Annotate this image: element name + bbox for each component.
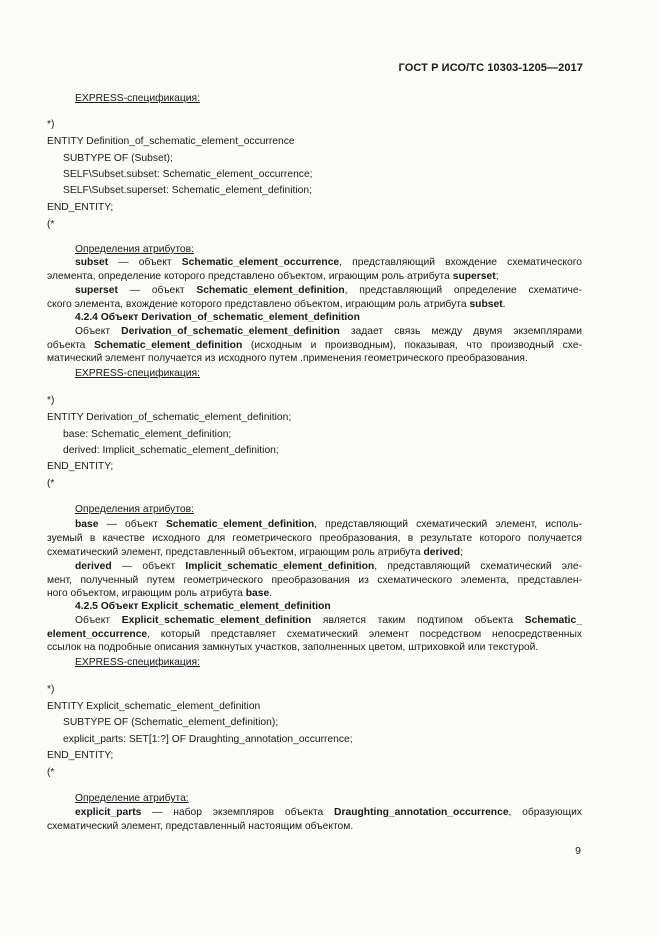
attributes-heading: Определение атрибута:	[75, 793, 189, 804]
code-line: derived: Implicit_schematic_element_definition;	[63, 445, 279, 456]
attribute-derived-line2: мент, полученный путем геометрического преобразования из схематического элемента, представлен-	[47, 575, 582, 586]
comment-open: (*	[47, 478, 55, 489]
page-number: 9	[575, 845, 581, 857]
attribute-subset-line2: элемента, определение которого представлено объектом, играющим роль атрибута superset;	[47, 271, 499, 282]
attribute-superset-line2: ского элемента, вхождение которого представлено объектом, играющим роль атрибута subset.	[47, 299, 506, 310]
attribute-base-line1: base — объект Schematic_element_definition, представляющий схематический элемент, исполь-	[75, 519, 582, 530]
attributes-heading: Определения атрибутов:	[75, 504, 194, 515]
comment-close: *)	[47, 119, 55, 130]
entity-declaration: ENTITY Explicit_schematic_element_definition	[47, 701, 261, 712]
attribute-explicit-parts-line1: explicit_parts — набор экземпляров объекта Draughting_annotation_occurrence, образующих	[75, 807, 582, 818]
section-4-2-4-line3: матический элемент получается из исходного путем .применения геометрического преобразования.	[47, 353, 528, 364]
code-line: SELF\Subset.superset: Schematic_element_definition;	[63, 185, 312, 196]
attribute-derived-line3: ного объектом, играющим роль атрибута base.	[47, 588, 273, 599]
standard-header: ГОСТ Р ИСО/ТС 10303-1205—2017	[398, 62, 583, 74]
attribute-base-line2: зуемый в качестве исходного для геометрического преобразования, в результате которого получается	[47, 533, 582, 544]
entity-declaration: ENTITY Definition_of_schematic_element_occurrence	[47, 136, 295, 147]
comment-open: (*	[47, 767, 55, 778]
express-spec-label: EXPRESS-спецификация:	[75, 93, 200, 104]
express-spec-label: EXPRESS-спецификация:	[75, 368, 200, 379]
attribute-superset-line1: superset — объект Schematic_element_definition, представляющий определение схематиче-	[75, 285, 582, 296]
attribute-derived-line1: derived — объект Implicit_schematic_element_definition, представляющий схематический эле-	[75, 561, 582, 572]
code-line: explicit_parts: SET[1:?] OF Draughting_annotation_occurrence;	[63, 734, 353, 745]
code-line: base: Schematic_element_definition;	[63, 429, 232, 440]
code-line: SELF\Subset.subset: Schematic_element_occurrence;	[63, 169, 313, 180]
end-entity: END_ENTITY;	[47, 202, 114, 213]
section-4-2-4-line1: Объект Derivation_of_schematic_element_definition задает связь между двумя экземплярами	[75, 326, 582, 337]
express-spec-label: EXPRESS-спецификация:	[75, 657, 200, 668]
end-entity: END_ENTITY;	[47, 461, 114, 472]
comment-open: (*	[47, 219, 55, 230]
section-4-2-5-line2: element_occurrence, который представляет схематический элемент посредством непосредственных	[47, 629, 582, 640]
comment-close: *)	[47, 684, 55, 695]
section-4-2-4-line2: объекта Schematic_element_definition (исходным и производным), показывая, что производный схе-	[47, 340, 582, 351]
comment-close: *)	[47, 395, 55, 406]
section-4-2-5-line3: ссылок на подробные описания замкнутых участков, заполненных цветом, штриховкой или текстурой.	[47, 642, 539, 653]
attribute-base-line3: схематический элемент, представленный объектом, играющим роль атрибута derived;	[47, 547, 463, 558]
section-title-4-2-5: 4.2.5 Объект Explicit_schematic_element_definition	[75, 601, 331, 612]
code-line: SUBTYPE OF (Subset);	[63, 153, 173, 164]
end-entity: END_ENTITY;	[47, 750, 114, 761]
entity-declaration: ENTITY Derivation_of_schematic_element_definition;	[47, 412, 292, 423]
attribute-explicit-parts-line2: схематический элемент, представленный настоящим объектом.	[47, 821, 354, 832]
attributes-heading: Определения атрибутов:	[75, 244, 194, 255]
code-line: SUBTYPE OF (Schematic_element_definition);	[63, 717, 279, 728]
section-4-2-5-line1: Объект Explicit_schematic_element_definition является таким подтипом объекта Schematic_	[75, 615, 582, 626]
section-title-4-2-4: 4.2.4 Объект Derivation_of_schematic_element_definition	[75, 312, 360, 323]
attribute-subset-line1: subset — объект Schematic_element_occurrence, представляющий вхождение схематического	[75, 257, 582, 268]
